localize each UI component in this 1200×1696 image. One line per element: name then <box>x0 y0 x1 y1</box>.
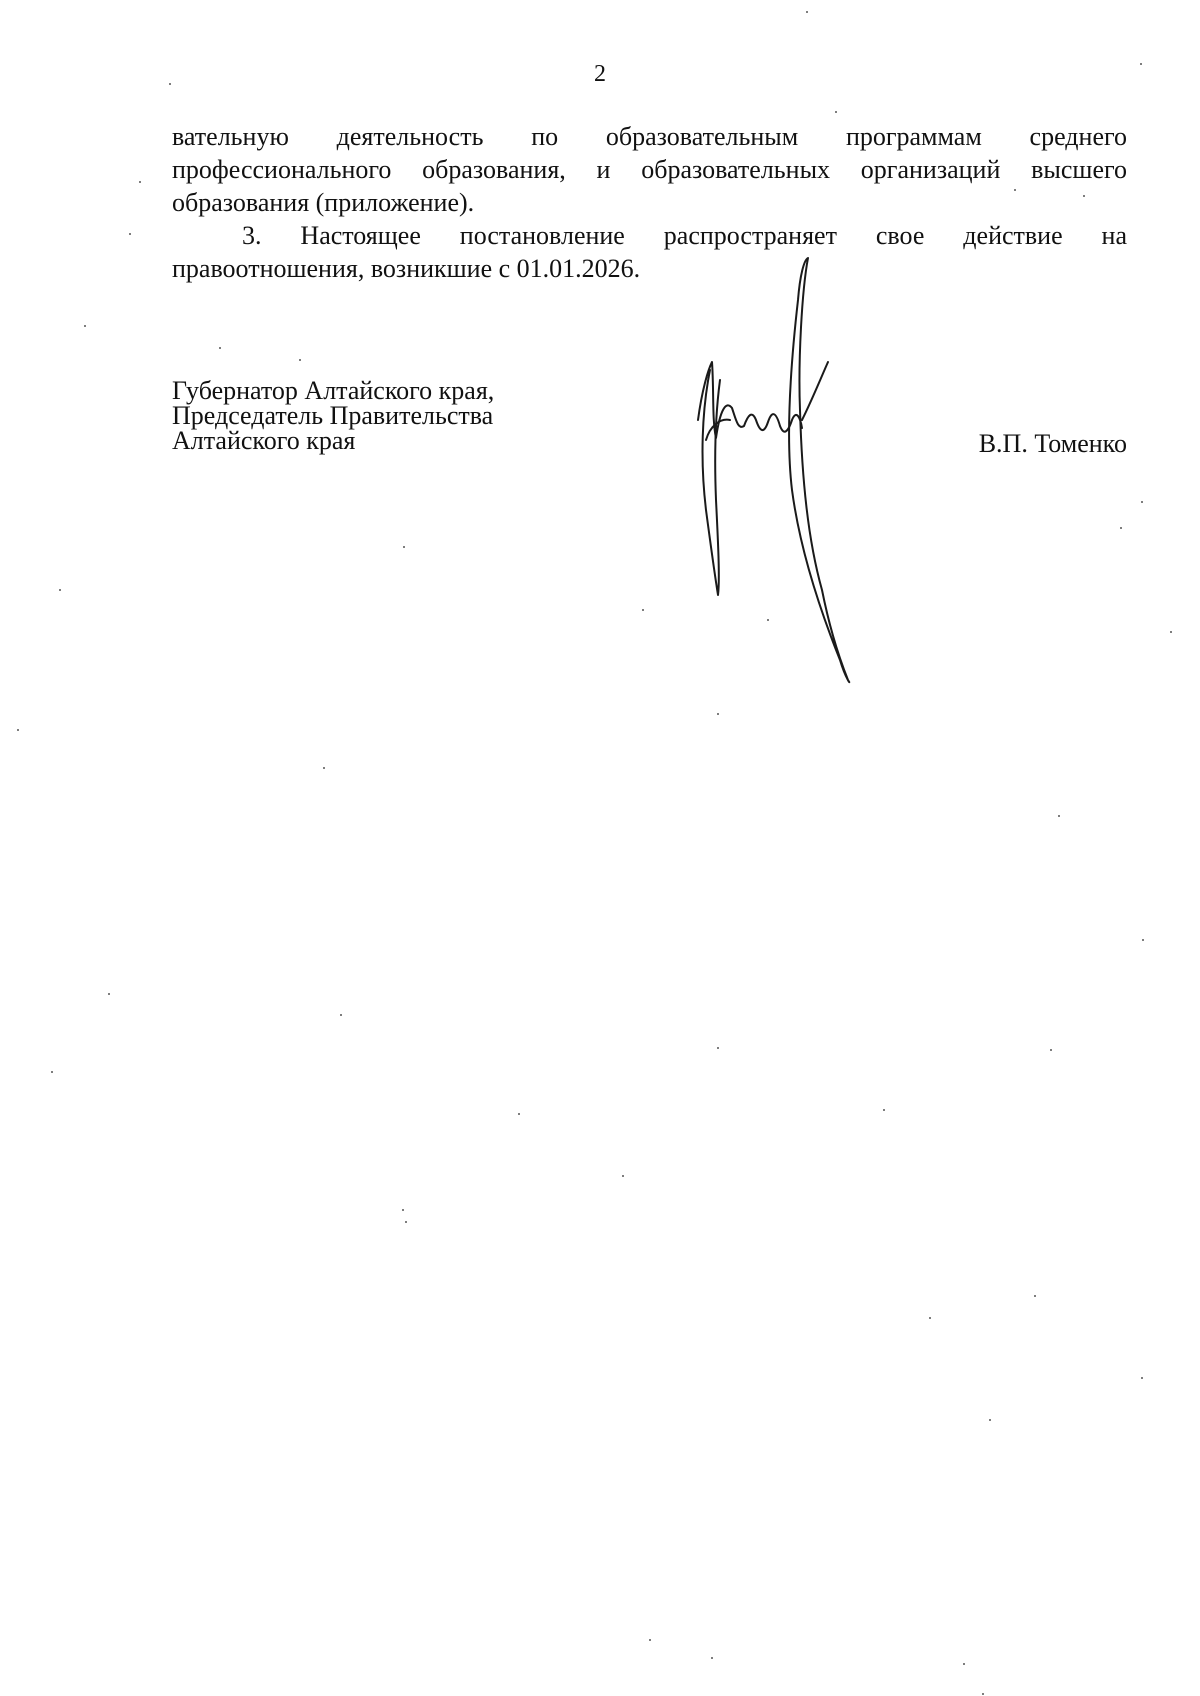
signer-name: В.П. Томенко <box>978 429 1127 458</box>
paragraph-continuation: вательную деятельность по образовательным программам среднего профессионального образования, и образовательных организаций высшего образования (приложение). <box>172 122 1127 217</box>
paragraph-3: 3. Настоящее постановление распространяет свое действие на правоотношения, возникшие с 01.01.2026. <box>172 221 1127 283</box>
signer-position-line: Алтайского края <box>172 426 356 455</box>
signer-position-line: Губернатор Алтайского края, <box>172 376 495 405</box>
signer-position-line: Председатель Правительства <box>172 401 494 430</box>
page-number: 2 <box>594 61 606 87</box>
